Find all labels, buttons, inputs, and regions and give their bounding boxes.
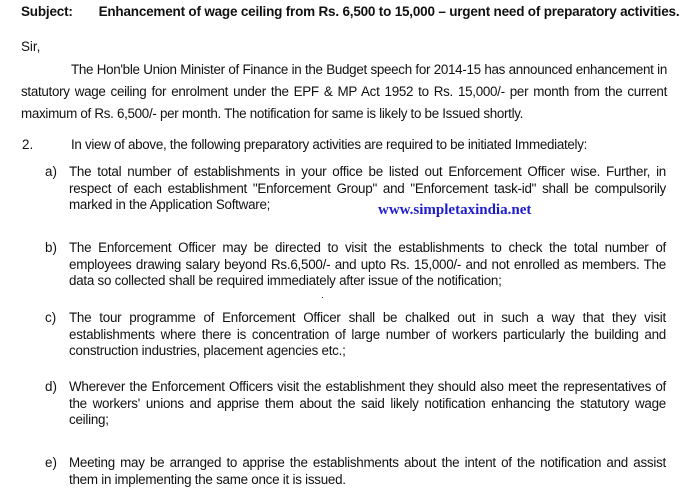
list-item-e (45, 455, 666, 488)
paragraph-1-text: The Hon'ble Union Minister of Finance in the Budget speech for 2014-15 has announced enhancement in statutory wage ceiling for enrolment under the EPF & MP Act 1952 to Rs. 15,000/- per month from the current maximum of Rs. 6,500/- per month. The notification for same is likely to be Issued shortly. (21, 62, 667, 121)
list-item-marker: a) (45, 164, 57, 179)
list-item-text: The Enforcement Officer may be directed to visit the establishments to check the total number of employees drawing salary beyond Rs.6,500/- and upto Rs. 15,000/- and not enrolled as members. The data so collected shall be required immediately after issue of the notification; (69, 240, 666, 288)
list-item-marker: e) (45, 455, 57, 470)
salutation: Sir, (21, 39, 41, 54)
list-item-text: The tour programme of Enforcement Officer shall be chalked out in such a way that they visit establishments where there is concentration of large number of workers particularly the building and construction industries, placement agencies etc.; (69, 310, 666, 358)
stray-dot (322, 297, 323, 298)
watermark-link[interactable]: www.simpletaxindia.net (378, 202, 532, 218)
subject-line (21, 4, 679, 19)
paragraph-1 (21, 59, 667, 125)
list-item-marker: b) (45, 240, 57, 255)
list-item-text: Meeting may be arranged to apprise the establishments about the intent of the notification and assist them in implementing the same once it is issued. (69, 455, 666, 487)
list-item-a (45, 164, 666, 214)
subject-label: Subject: (21, 4, 73, 19)
list-item-marker: d) (45, 379, 57, 394)
paragraph-2-text: In view of above, the following preparatory activities are required to be initiated Immediately: (71, 137, 588, 152)
paragraph-2-number: 2. (22, 137, 34, 152)
list-item-b (45, 240, 666, 290)
list-item-marker: c) (45, 310, 57, 325)
list-item-d (45, 379, 666, 429)
list-item-text: Wherever the Enforcement Officers visit the establishment they should also meet the representatives of the workers' unions and apprise them about the said likely notification enhancing the statutory wage ceiling; (69, 379, 666, 427)
subject-text: Enhancement of wage ceiling from Rs. 6,500 to 15,000 – urgent need of preparatory activities. (98, 4, 680, 19)
list-item-c (45, 310, 666, 360)
list-item-text: The total number of establishments in your office be listed out Enforcement Officer wise. Further, in respect of each establishment "Enforcement Group" and "Enforcement task-id" shall be compulsorily marked in the Application Software; (69, 164, 666, 212)
